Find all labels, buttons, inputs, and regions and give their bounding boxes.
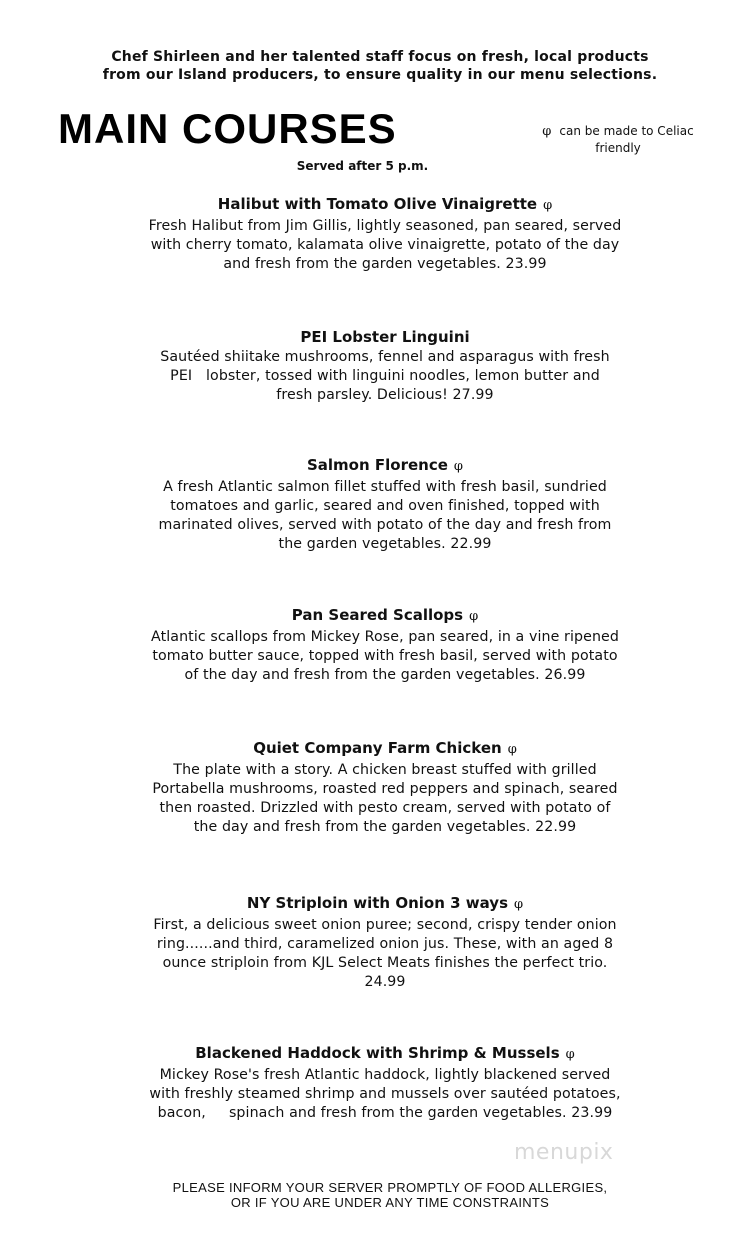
- dish-description-line: tomato butter sauce, topped with fresh basil, served with potato: [152, 648, 618, 664]
- dish-name: Quiet Company Farm Chicken: [253, 739, 502, 757]
- dish-description: [55, 1066, 715, 1123]
- dish-title: [55, 326, 715, 348]
- celiac-symbol-icon: φ: [565, 1047, 575, 1062]
- dish-description-line: Sautéed shiitake mushrooms, fennel and asparagus with fresh: [160, 349, 610, 365]
- dish-item: [55, 454, 715, 554]
- dish-description: [55, 478, 715, 554]
- dish-title: [55, 892, 715, 916]
- dish-description-line: fresh parsley. Delicious! 27.99: [276, 387, 494, 403]
- celiac-symbol-icon: φ: [514, 897, 524, 912]
- dish-description-line: Mickey Rose's fresh Atlantic haddock, lightly blackened served: [159, 1067, 611, 1083]
- celiac-symbol-icon: φ: [543, 198, 553, 213]
- dish-item: [55, 737, 715, 837]
- dish-description-line: 24.99: [364, 974, 406, 990]
- intro-line-2: from our Island producers, to ensure quality in our menu selections.: [102, 67, 658, 83]
- celiac-symbol-icon: φ: [507, 742, 517, 757]
- dish-description-line: Portabella mushrooms, roasted red peppers and spinach, seared: [152, 781, 618, 797]
- celiac-symbol-icon: φ: [453, 459, 464, 474]
- celiac-symbol-icon: φ: [542, 124, 552, 139]
- dish-name: NY Striploin with Onion 3 ways: [246, 894, 508, 912]
- dish-name: Pan Seared Scallops: [291, 606, 464, 624]
- dish-item: [55, 604, 715, 685]
- dish-description-line: and fresh from the garden vegetables. 23.99: [223, 256, 547, 272]
- celiac-legend: [528, 123, 708, 156]
- celiac-legend-line-1: can be made to Celiac: [559, 124, 694, 138]
- intro-text: [40, 48, 720, 84]
- dish-description-line: PEI lobster, tossed with linguini noodles, lemon butter and: [170, 368, 600, 384]
- dish-description-line: Atlantic scallops from Mickey Rose, pan seared, in a vine ripened: [151, 629, 619, 645]
- dish-description-line: with cherry tomato, kalamata olive vinaigrette, potato of the day: [150, 237, 620, 253]
- celiac-legend-line-2: friendly: [595, 141, 641, 155]
- dish-name: Blackened Haddock with Shrimp & Mussels: [195, 1044, 560, 1062]
- dish-description-line: of the day and fresh from the garden vegetables. 26.99: [184, 667, 586, 683]
- dish-description: [55, 916, 715, 992]
- dish-title: [55, 454, 715, 478]
- dish-description-line: marinated olives, served with potato of the day and fresh from: [158, 517, 612, 533]
- allergy-notice-line-1: PLEASE INFORM YOUR SERVER PROMPTLY OF FOOD ALLERGIES,: [172, 1180, 608, 1195]
- dish-item: [55, 193, 715, 274]
- allergy-notice: [40, 1180, 740, 1210]
- dish-description-line: Fresh Halibut from Jim Gillis, lightly seasoned, pan seared, served: [148, 218, 622, 234]
- page-title: MAIN COURSES: [58, 105, 397, 152]
- celiac-symbol-icon: φ: [469, 609, 479, 624]
- intro-line-1: Chef Shirleen and her talented staff focus on fresh, local products: [111, 49, 649, 65]
- dish-description-line: tomatoes and garlic, seared and oven finished, topped with: [170, 498, 600, 514]
- dish-item: [55, 1042, 715, 1123]
- dish-name: PEI Lobster Linguini: [300, 328, 470, 346]
- dish-description-line: A fresh Atlantic salmon fillet stuffed with fresh basil, sundried: [163, 479, 607, 495]
- dish-description-line: then roasted. Drizzled with pesto cream, served with potato of: [159, 800, 611, 816]
- dish-title: [55, 604, 715, 628]
- watermark-logo: menupix: [514, 1140, 614, 1165]
- dish-title: [55, 1042, 715, 1066]
- dish-description-line: with freshly steamed shrimp and mussels over sautéed potatoes,: [149, 1086, 621, 1102]
- dish-description-line: the day and fresh from the garden vegetables. 22.99: [193, 819, 577, 835]
- dish-name: Halibut with Tomato Olive Vinaigrette: [217, 195, 538, 213]
- dish-item: [55, 892, 715, 992]
- dish-description-line: bacon, spinach and fresh from the garden vegetables. 23.99: [157, 1105, 613, 1121]
- dish-description-line: ring......and third, caramelized onion jus. These, with an aged 8: [156, 936, 614, 952]
- dish-description-line: ounce striploin from KJL Select Meats finishes the perfect trio.: [162, 955, 608, 971]
- dish-description-line: the garden vegetables. 22.99: [278, 536, 492, 552]
- allergy-notice-line-2: OR IF YOU ARE UNDER ANY TIME CONSTRAINTS: [230, 1195, 550, 1210]
- dish-description: [55, 761, 715, 837]
- dish-item: [55, 326, 715, 405]
- dish-title: [55, 193, 715, 217]
- served-note: Served after 5 p.m.: [296, 159, 429, 173]
- dish-name: Salmon Florence: [306, 456, 448, 474]
- dish-description: [55, 628, 715, 685]
- dish-description: [55, 348, 715, 405]
- dish-description: [55, 217, 715, 274]
- dish-description-line: The plate with a story. A chicken breast stuffed with grilled: [173, 762, 597, 778]
- dish-title: [55, 737, 715, 761]
- dish-description-line: First, a delicious sweet onion puree; second, crispy tender onion: [153, 917, 617, 933]
